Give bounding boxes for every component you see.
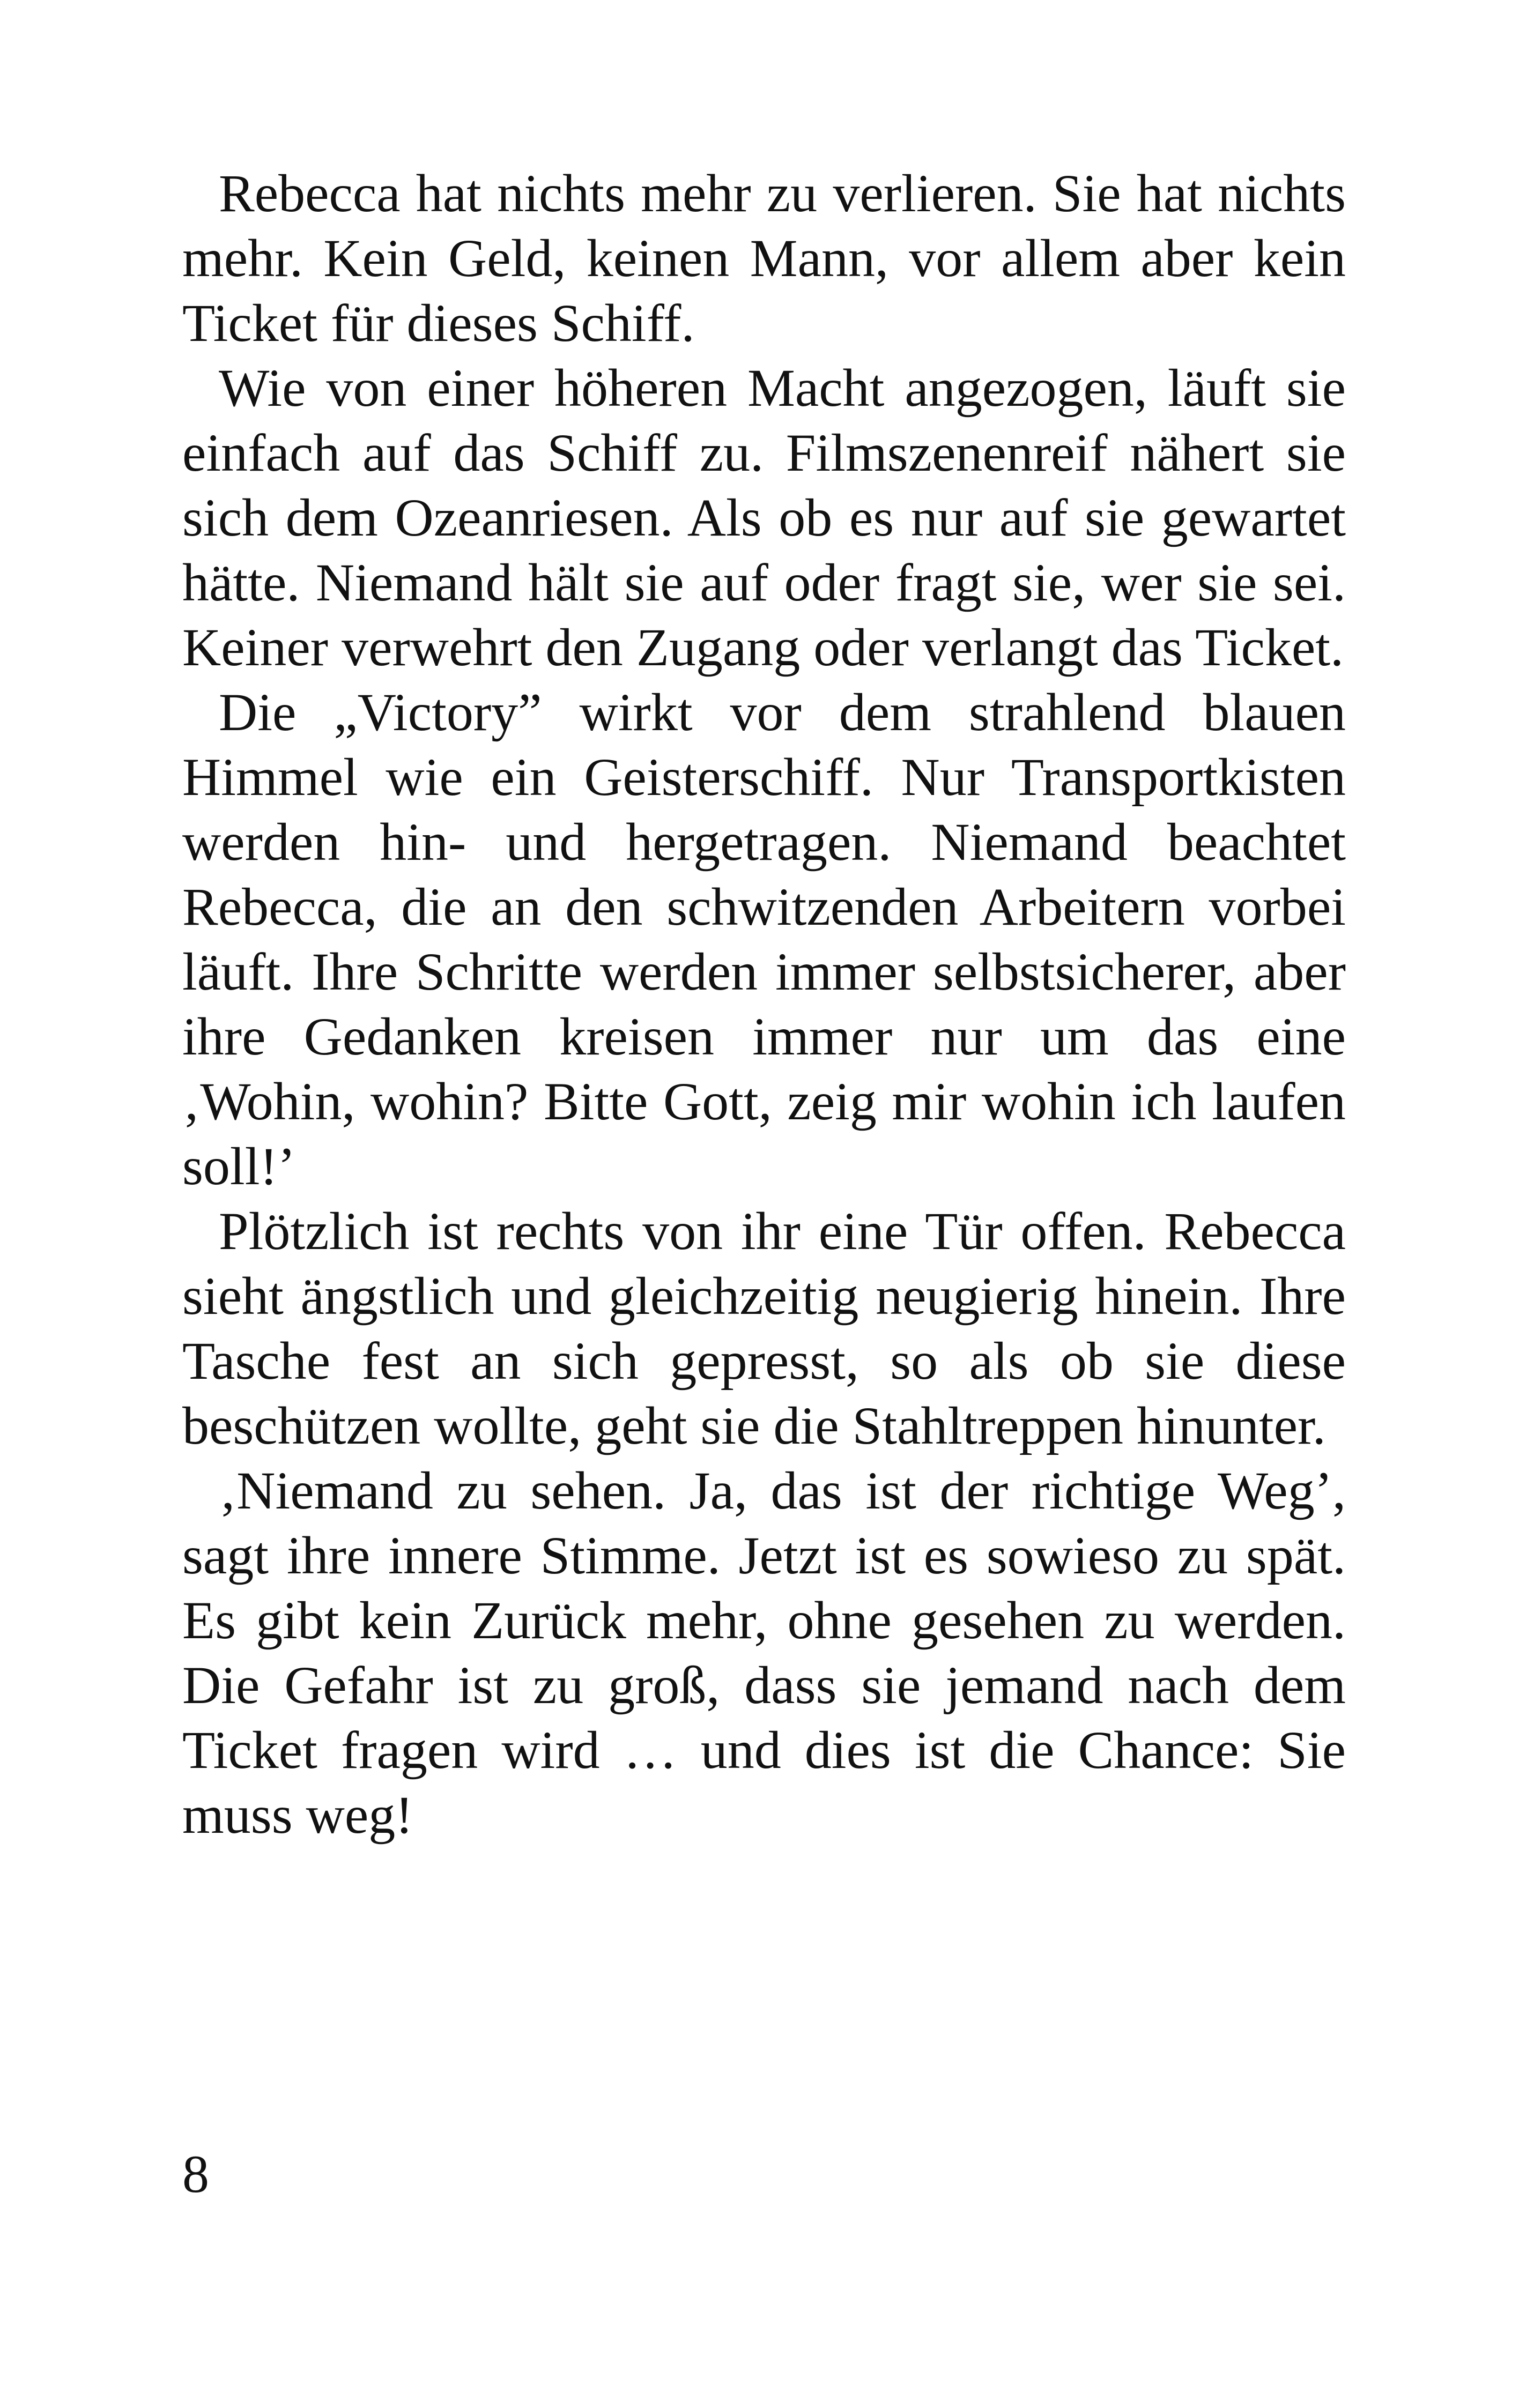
page-number: 8 [182,2144,209,2204]
paragraph-3: Die „Victory” wirkt vor dem strahlend blauen Himmel wie ein Geisterschiff. Nur Transportkisten werden hin- und hergetragen. Niemand beachtet Rebecca, die an den schwitzenden Arbeitern vorbei läuft. Ihre Schritte werden immer selbstsicherer, aber ihre Gedanken kreisen immer nur um das eine ‚Wohin, wohin? Bitte Gott, zeig mir wohin ich laufen soll!’ [182,682,1346,1196]
paragraph-4: Plötzlich ist rechts von ihr eine Tür offen. Rebecca sieht ängstlich und gleichzeitig neugierig hinein. Ihre Tasche fest an sich gepresst, so als ob sie diese beschützen wollte, geht sie die Stahltreppen hinunter. [182,1201,1346,1455]
paragraph-1: Rebecca hat nichts mehr zu verlieren. Sie hat nichts mehr. Kein Geld, keinen Mann, vor allem aber kein Ticket für dieses Schiff. [182,163,1346,353]
body-text [182,161,1346,1847]
paragraph-2: Wie von einer höheren Macht angezogen, läuft sie einfach auf das Schiff zu. Filmszenenreif nähert sie sich dem Ozeanriesen. Als ob es nur auf sie gewartet hätte. Niemand hält sie auf oder fragt sie, wer sie sei. Keiner verwehrt den Zugang oder verlangt das Ticket. [182,358,1346,677]
paragraph-5: ‚Niemand zu sehen. Ja, das ist der richtige Weg’, sagt ihre innere Stimme. Jetzt ist es sowieso zu spät. Es gibt kein Zurück mehr, ohne gesehen zu werden. Die Gefahr ist zu groß, dass sie jemand nach dem Ticket fragen wird … und dies ist die Chance: Sie muss weg! [182,1461,1346,1845]
